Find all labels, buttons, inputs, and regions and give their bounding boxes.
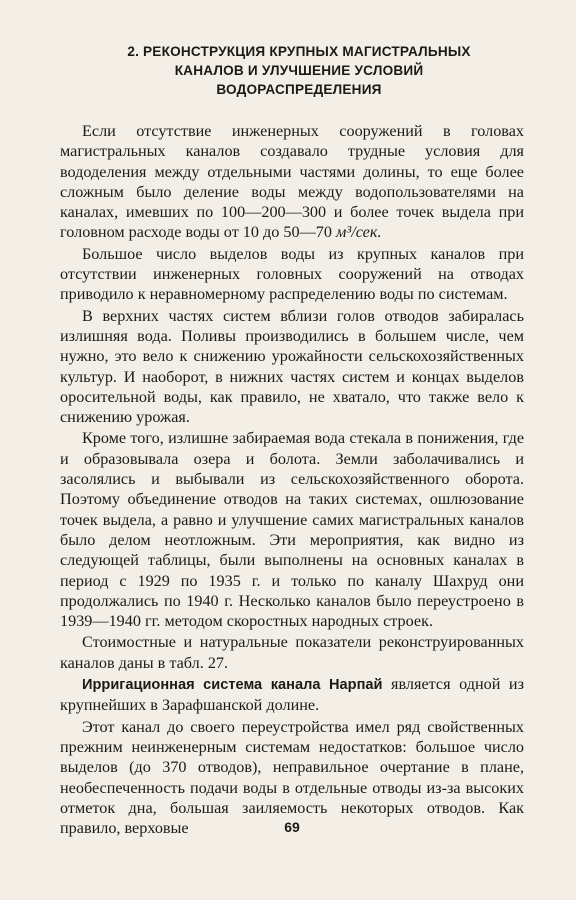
- paragraph-7: Этот канал до своего переустройства имел ряд свойственных прежним неинженерным системам недостатков: большое число выделов (до 370 отводов), неправильное очертание в плане, необеспеченность подачи воды в отдельные отводы из-за высоких отметок дна, большая заиляемость некоторых отводов. Как правило, верховые: [60, 717, 524, 838]
- paragraph-5: Стоимостные и натуральные показатели реконструированных каналов даны в табл. 27.: [60, 633, 524, 672]
- paragraph-4: Кроме того, излишне забираемая вода стекала в понижения, где и образовывала озера и болота. Земли заболачивались и засолялись и выбывали из сельскохозяйственного оборота. Поэтому объединение отводов на таких системах, ошлюзование точек выдела, а равно и улучшение самих магистральных каналов было делом неотложным. Эти мероприятия, как видно из следующей таблицы, были выполнены на основных каналах в период с 1929 по 1935 г. и только по каналу Шахруд они продолжались по 1940 г. Несколько каналов было переустроено в 1939—1940 гг. методом скоростных народных строек.: [60, 429, 524, 631]
- heading-line-1: 2. РЕКОНСТРУКЦИЯ КРУПНЫХ МАГИСТРАЛЬНЫХ: [127, 44, 471, 59]
- paragraph-3: В верхних частях систем вблизи голов отводов забиралась излишняя вода. Поливы производились в большем числе, чем нужно, это вело к снижению урожайности сельскохозяйственных культур. И наоборот, в нижних частях систем и концах выделов оросительной воды, как правило, не хватало, что также вело к снижению урожая.: [60, 306, 524, 427]
- heading-line-2: КАНАЛОВ И УЛУЧШЕНИЕ УСЛОВИЙ: [174, 63, 424, 78]
- paragraph-1: [60, 121, 524, 243]
- page-number: 69: [284, 819, 300, 835]
- paragraph-2: Большое число выделов воды из крупных каналов при отсутствии инженерных головных сооружений на отводах приводило к неравномерному распределению воды по системам.: [60, 244, 524, 304]
- body-text: [60, 121, 524, 838]
- heading-line-3: ВОДОРАСПРЕДЕЛЕНИЯ: [216, 82, 382, 97]
- paragraph-6-text: является одной из крупнейших в Зарафшанской долине.: [60, 675, 524, 715]
- flow-unit: м³/сек.: [336, 223, 382, 242]
- section-heading: [60, 42, 524, 99]
- paragraph-1-text: Если отсутствие инженерных сооружений в головах магистральных каналов создавало трудные условия для вододеления между отдельными частями долины, то еще более сложным было деление воды между водопользователями на каналах, имевших по 100—200—300 и более точек выдела при головном расходе воды от 10 до 50—70: [60, 122, 524, 242]
- narpai-system-title: Ирригационная система канала Нарпай: [82, 677, 383, 694]
- paragraph-6: [60, 674, 524, 716]
